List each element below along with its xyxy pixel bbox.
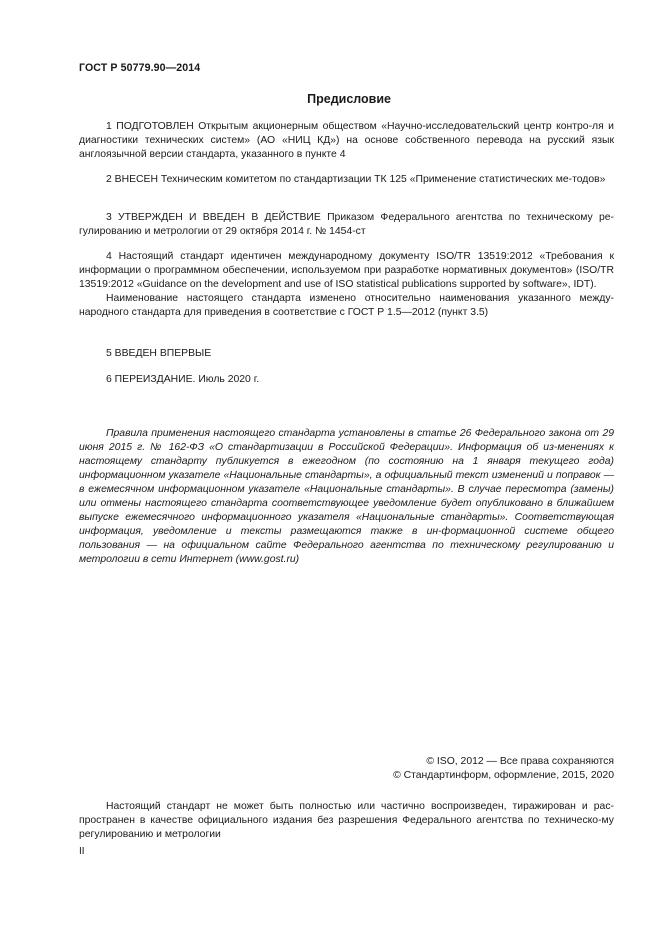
section-6 <box>79 373 614 387</box>
rules-notice-text: Правила применения настоящего стандарта установлены в статье 26 Федерального закона от 29 июня 2015 г. № 162-ФЗ «О стандартизации в Российской Федерации». Информация об из-менениях к настоящему стандарту публикуется в ежегодном (по состоянию на 1 января текущего года) информационном указателе «Национальные стандарты», а официальный текст изменений и поправок — в ежемесячном информационном указателе «Национальные стандарты». В случае пересмотра (замены) или отмены настоящего стандарта соответствующее уведомление будет опубликовано в ближайшем выпуске ежемесячного информационного указателя «Национальные стандарты». Соответствующая информация, уведомление и тексты размещаются также в ин-формационной системе общего пользования — на официальном сайте Федерального агентства по техническому регулированию и метрологии в сети Интернет (www.gost.ru) <box>79 428 614 565</box>
page-number: II <box>79 846 85 857</box>
section-4-note: Наименование настоящего стандарта изменено относительно наименования указанного между-народного стандарта для приведения в соответствие с ГОСТ Р 1.5—2012 (пункт 3.5) <box>79 293 614 318</box>
section-4-text: 4 Настоящий стандарт идентичен международному документу ISO/TR 13519:2012 «Требования к информации о программном обеспечении, используемом при разработке нормативных документов» (ISO/TR 13519:2012 «Guidance on the development and use of ISO statistical publications supported by software», IDT). <box>79 251 614 290</box>
standard-code-header: ГОСТ Р 50779.90—2014 <box>79 62 201 74</box>
rules-notice <box>79 427 614 567</box>
section-1 <box>79 120 614 162</box>
section-5-text: 5 ВВЕДЕН ВПЕРВЫЕ <box>106 348 212 359</box>
page-title-text: Предисловие <box>307 92 391 106</box>
section-2-text: 2 ВНЕСЕН Техническим комитетом по стандартизации ТК 125 «Применение статистических ме-тодов» <box>106 174 606 185</box>
section-4 <box>79 250 614 320</box>
page-title <box>79 92 615 106</box>
copyright-iso: © ISO, 2012 — Все права сохраняются <box>426 756 614 767</box>
copyright-standartinform: © Стандартинформ, оформление, 2015, 2020 <box>393 770 614 781</box>
section-3 <box>79 211 614 239</box>
reproduction-notice <box>79 800 614 842</box>
reproduction-notice-text: Настоящий стандарт не может быть полностью или частично воспроизведен, тиражирован и рас-пространен в качестве официального издания без разрешения Федерального агентства по техническо-му регулированию и метрологии <box>79 801 614 840</box>
section-2 <box>79 173 614 187</box>
section-6-text: 6 ПЕРЕИЗДАНИЕ. Июль 2020 г. <box>106 374 260 385</box>
section-5 <box>79 347 614 361</box>
section-1-text: 1 ПОДГОТОВЛЕН Открытым акционерным обществом «Научно-исследовательский центр контро-ля и диагностики технических систем» (АО «НИЦ КД») на основе собственного перевода на русский язык англоязычной версии стандарта, указанного в пункте 4 <box>79 121 614 160</box>
section-3-text: 3 УТВЕРЖДЕН И ВВЕДЕН В ДЕЙСТВИЕ Приказом Федерального агентства по техническому ре-гулированию и метрологии от 29 октября 2014 г. № 1454-ст <box>79 212 614 237</box>
